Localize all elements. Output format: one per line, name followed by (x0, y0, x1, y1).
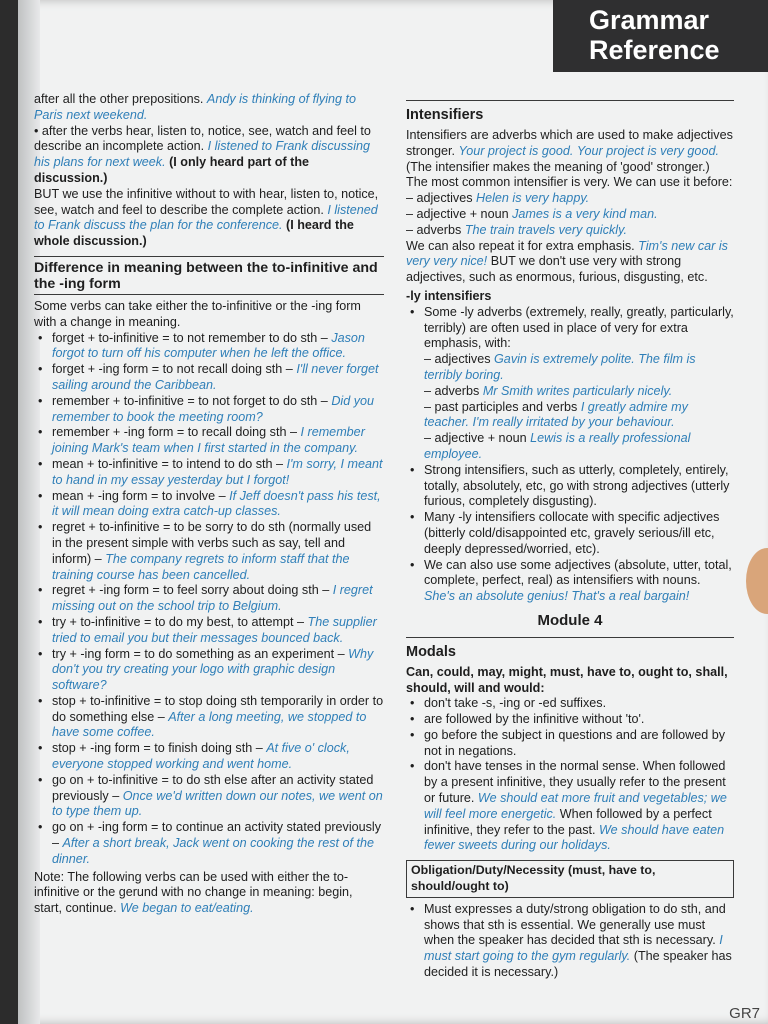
ly-heading: -ly intensifiers (406, 288, 492, 303)
right-column (406, 92, 734, 981)
verb-entry: • stop + to-infinitive = to stop doing sth temporarily in order to do something else – After a long meeting, we stopped to have some coffee. (34, 694, 384, 741)
section-heading-difference: Difference in meaning between the to-infinitive and the -ing form (34, 256, 384, 295)
ly-bullet-2: • Strong intensifiers, such as utterly, completely, entirely, totally, absolutely, etc, go with strong adjectives (utterly furious, completely disgusting). (406, 463, 734, 510)
modals-bullet-3: • go before the subject in questions and are followed by not in negations. (406, 728, 734, 760)
page-number: GR7 (729, 1005, 760, 1022)
textbook-page (18, 0, 768, 1024)
verb-entry: • remember + to-infinitive = to not forget to do sth – Did you remember to book the meeting room? (34, 394, 384, 426)
very-intro: The most common intensifier is very. We can use it before: (406, 175, 733, 190)
tab-title-line1: Grammar (589, 5, 710, 35)
modals-bullet-1: • don't take -s, -ing or -ed suffixes. (406, 696, 734, 712)
verb-entry: • stop + -ing form = to finish doing sth – At five o' clock, everyone stopped working and went home. (34, 741, 384, 773)
note: Note: The following verbs can be used with either the to-infinitive or the gerund with no change in meaning: begin, start, continue. We began to eat/eating. (34, 869, 353, 916)
module-title: Module 4 (537, 611, 603, 629)
section-heading-intensifiers: Intensifiers (406, 100, 734, 124)
ly-subitems (406, 352, 734, 463)
very-adverbs: – adverbs The train travels very quickly. (406, 222, 627, 237)
modals-intro: Can, could, may, might, must, have to, ought to, shall, should, will and would: (406, 664, 728, 695)
very-adjective-noun: – adjective + noun James is a very kind man. (406, 206, 658, 221)
verb-entry: • mean + to-infinitive = to intend to do sth – I'm sorry, I meant to hand in my essay yesterday but I forgot! (34, 457, 384, 489)
ly-sub-2: – adverbs Mr Smith writes particularly nicely. (424, 383, 673, 398)
intensifiers-definition: Intensifiers are adverbs which are used to make adjectives stronger. Your project is good. Your project is very good. (The intensifier makes the meaning of 'good' stronger.) (406, 128, 733, 174)
verb-entry: • regret + -ing form = to feel sorry about doing sth – I regret missing out on the school trip to Belgium. (34, 583, 384, 615)
obligation-bullet-1: • Must expresses a duty/strong obligation to do sth, and shows that sth is essential. We generally use must when the speaker has decided that sth is necessary. I must start going to the gym regularly. (The speaker has decided it is necessary.) (406, 902, 734, 981)
section-heading-modals: Modals (406, 637, 734, 661)
modals-bullet-4: • don't have tenses in the normal sense. When followed by a present infinitive, they usually refer to the present or future. We should eat more fruit and vegetables; we will feel more energetic. When followed by a perfect infinitive, they refer to the past. We should have eaten fewer sweets during our holidays. (406, 759, 734, 854)
verb-entry: • try + -ing form = to do something as an experiment – Why don't you try creating your logo with graphic design software? (34, 647, 384, 694)
incomplete-action-rule: • after the verbs hear, listen to, notice, see, watch and feel to describe an incomplete action. I listened to Frank discussing his plans for next week. (I only heard part of the discussion.) (34, 123, 371, 185)
verb-entry: • try + to-infinitive = to do my best, to attempt – The supplier tried to email you but their messages bounced back. (34, 615, 384, 647)
verb-entry: • mean + -ing form = to involve – If Jeff doesn't pass his test, it will mean doing extra catch-up classes. (34, 489, 384, 521)
verb-entry: • remember + -ing form = to recall doing sth – I remember joining Mark's team when I first started in the company. (34, 425, 384, 457)
very-repeat: We can also repeat it for extra emphasis. Tim's new car is very very nice! BUT we don't use very with strong adjectives, such as enormous, furious, disgusting, etc. (406, 238, 728, 285)
obligation-box: Obligation/Duty/Necessity (must, have to, should/ought to) (406, 860, 734, 898)
ly-bullet-3: • Many -ly intensifiers collocate with specific adjectives (bitterly cold/disappointed etc, gravely serious/ill etc, deeply depressed/worried, etc). (406, 510, 734, 557)
ly-bullet-4: • We can also use some adjectives (absolute, utter, total, complete, perfect, real) as intensifiers with nouns. She's an absolute genius! That's a real bargain! (406, 558, 734, 605)
finger-thumb (746, 548, 768, 614)
ly-sub-3: – past participles and verbs I greatly admire my teacher. I'm really irritated by your behaviour. (424, 399, 688, 430)
modals-bullet-2: • are followed by the infinitive without 'to'. (406, 712, 734, 728)
preposition-text: after all the other prepositions. Andy is thinking of flying to Paris next weekend. (34, 92, 357, 122)
verb-entry: • go on + -ing form = to continue an activity stated previously – After a short break, Jack went on cooking the rest of the dinner. (34, 820, 384, 867)
verb-entry: • forget + to-infinitive = to not remember to do sth – Jason forgot to turn off his computer when he left the office. (34, 331, 384, 363)
ly-sub-1: – adjectives Gavin is extremely polite. The film is terribly boring. (424, 352, 696, 382)
verb-entry: • regret + to-infinitive = to be sorry to do sth (normally used in the present simple with verbs such as say, tell and inform) – The company regrets to inform staff that the training course has been cancelled. (34, 520, 384, 583)
verb-entry: • forget + -ing form = to not recall doing sth – I'll never forget sailing around the Caribbean. (34, 362, 384, 394)
left-column (34, 92, 384, 917)
very-adjectives: – adjectives Helen is very happy. (406, 191, 590, 206)
verb-entry: • go on + to-infinitive = to do sth else after an activity stated previously – Once we'd written down our notes, we went on to type them up. (34, 773, 384, 820)
tab-title-line2: Reference (589, 35, 720, 65)
ly-sub-4: – adjective + noun Lewis is a really professional employee. (424, 431, 691, 461)
complete-action-rule: BUT we use the infinitive without to with hear, listen to, notice, see, watch and feel to describe the complete action. I listened to Frank discuss the plan for the conference. (I heard the whole discussion.) (34, 186, 379, 249)
section-tab (553, 0, 768, 72)
ly-bullet-1: • Some -ly adverbs (extremely, really, greatly, particularly, terribly) are often used in place of very for extra emphasis, with: (406, 305, 734, 352)
verb-entries (34, 331, 384, 868)
difference-intro: Some verbs can take either the to-infinitive or the -ing form with a change in meaning. (34, 298, 361, 329)
